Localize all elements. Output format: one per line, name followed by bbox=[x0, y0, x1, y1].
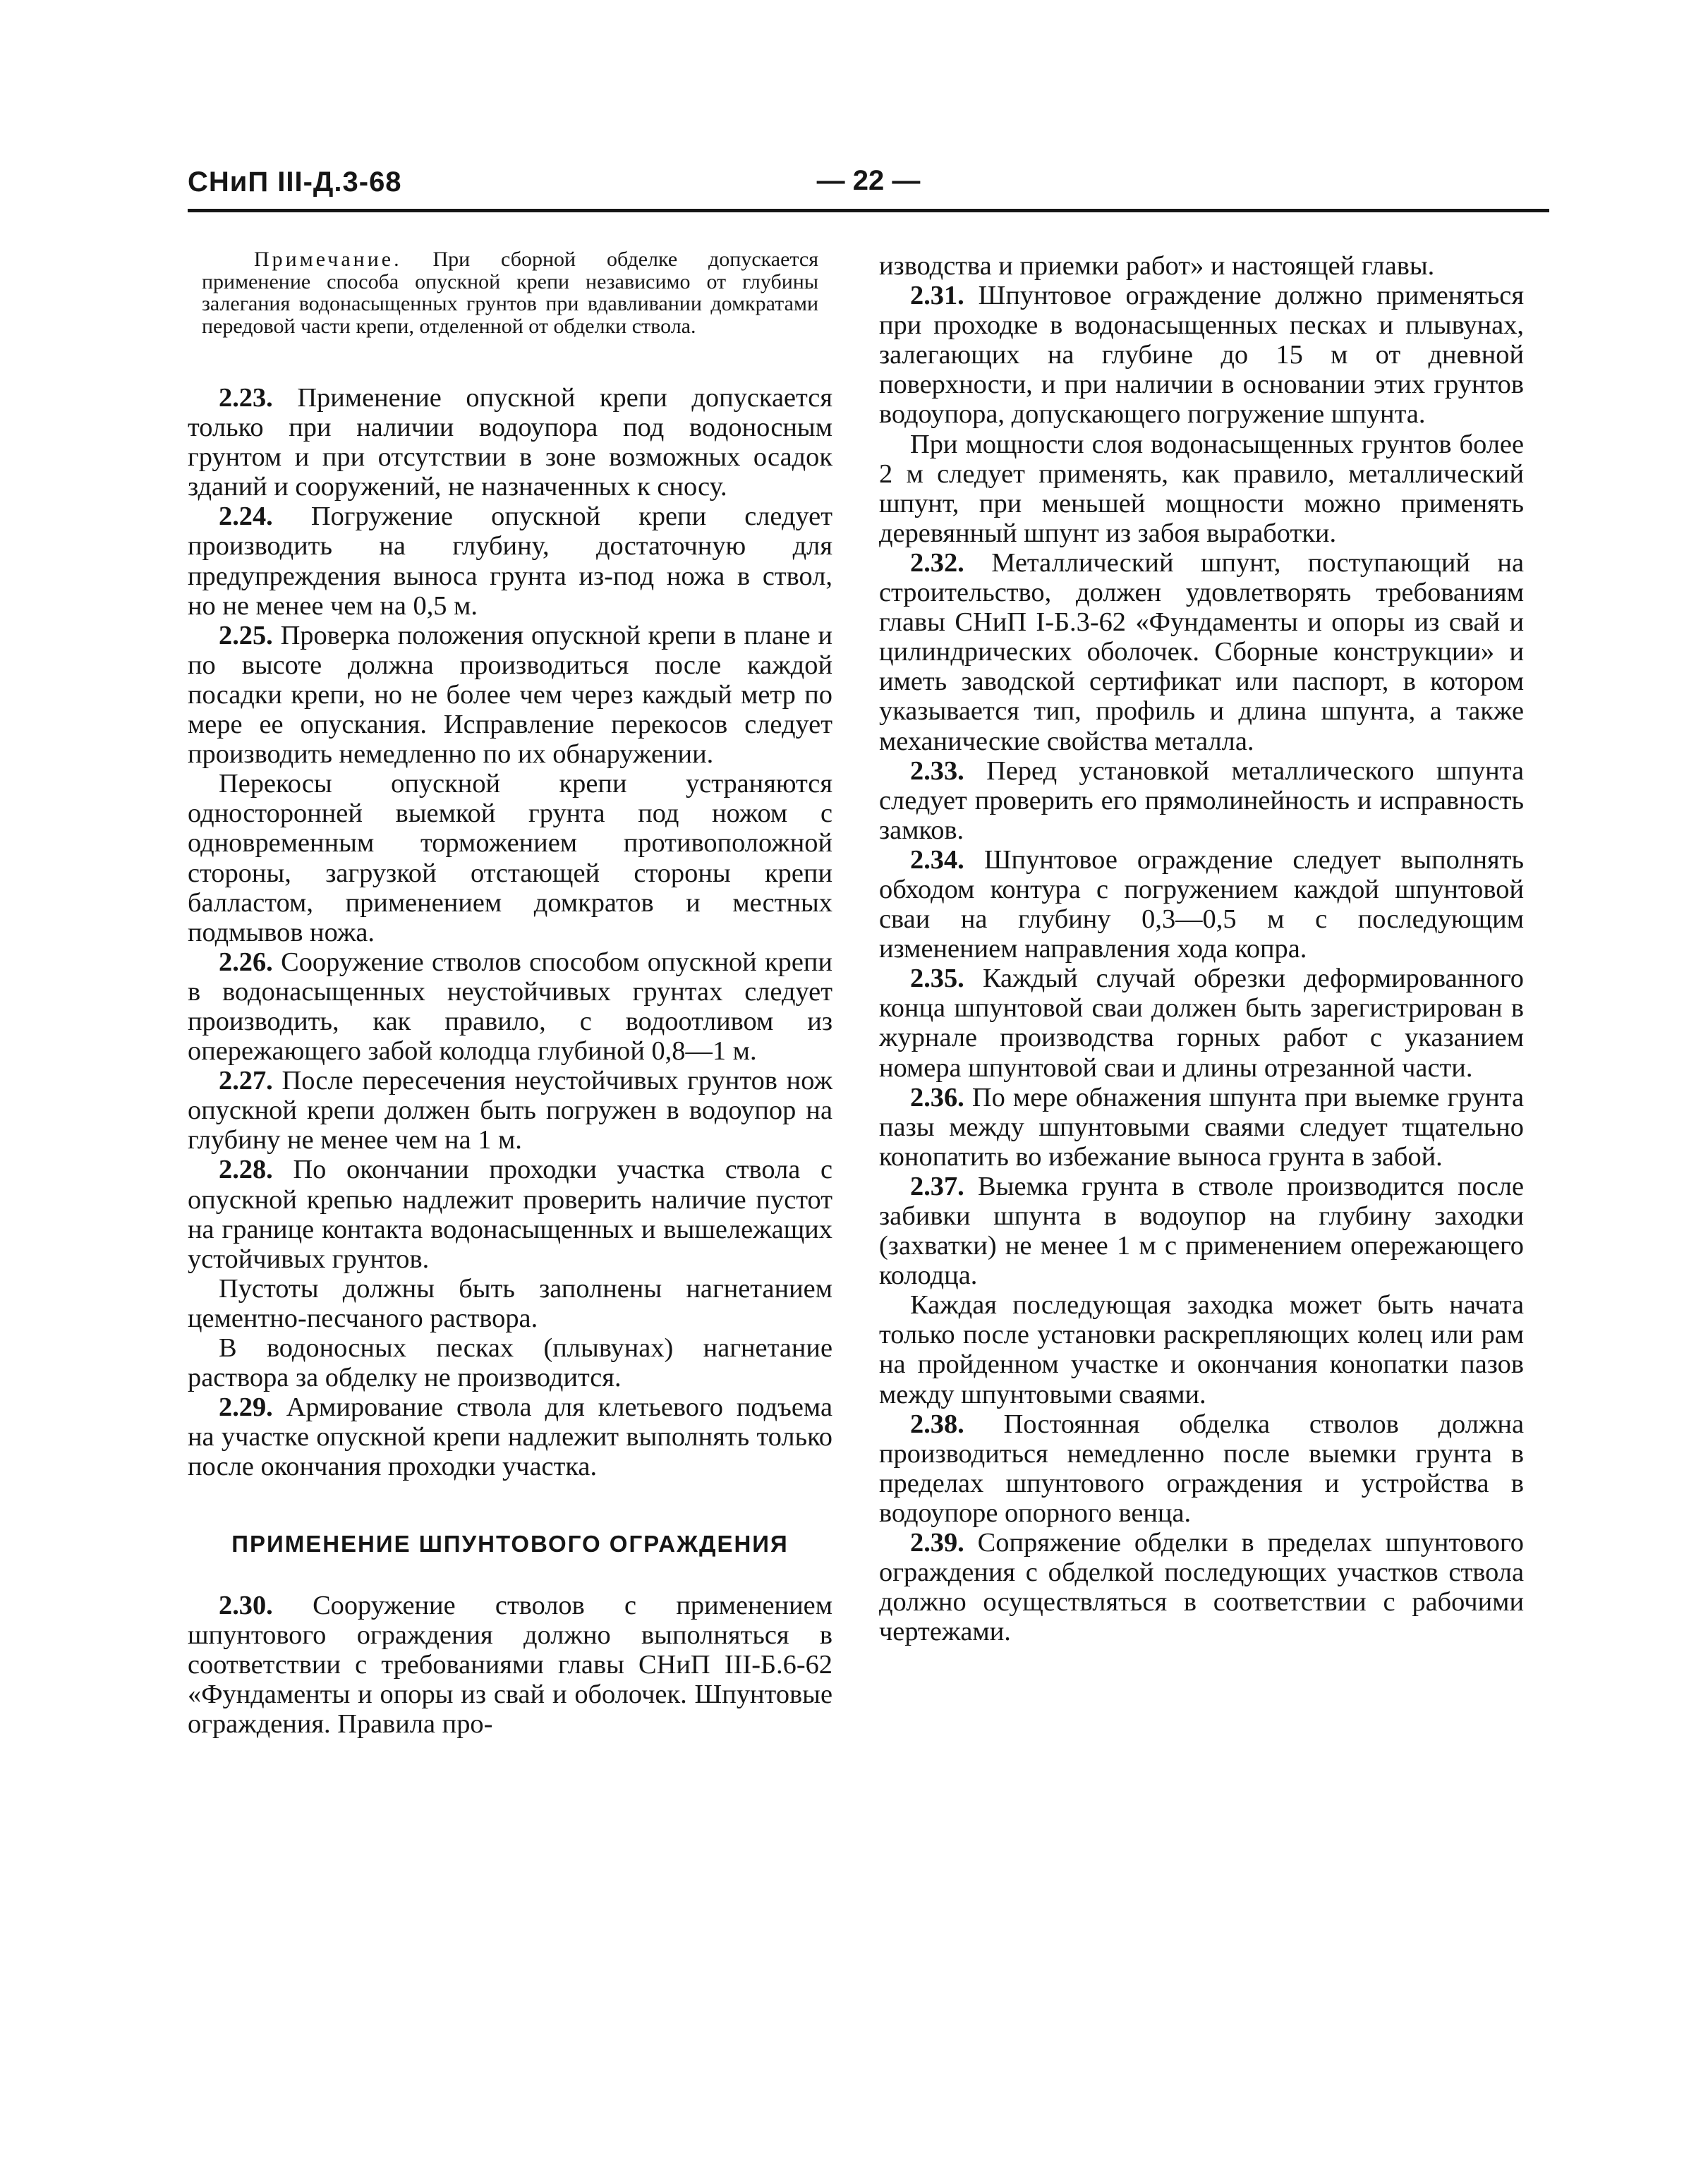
clause-text: Шпунтовое ограждение должно применяться при проходке в водонасыщенных песках и плывунах, залегающих на глубине до 15 м от дневной поверхности, и при наличии в основании этих грунтов водоупора, допускающего погружение шпунта. bbox=[879, 281, 1524, 430]
clause-number: 2.34. bbox=[910, 844, 964, 875]
clause-text: Сопряжение обделки в пределах шпунтового ограждения с обделкой последующих участков ствола должно осуществляться в соответствии с рабочими чертежами. bbox=[879, 1528, 1524, 1647]
clause-text: Проверка положения опускной крепи в плане и по высоте должна производиться после каждой посадки крепи, но не более чем через каждый метр по мере ее опускания. Исправление перекосов следует производить немедленно по их обнаружении. bbox=[188, 620, 832, 770]
paragraph-2-31-cont: При мощности слоя водонасыщенных грунтов более 2 м следует применять, как правило, металлический шпунт, при меньшей мощности можно применять деревянный шпунт из забоя выработки. bbox=[879, 429, 1524, 548]
clause-text: Сооружение стволов с применением шпунтового ограждения должно выполняться в соответствии с требованиями главы СНиП III-Б.6-62 «Фундаменты и опоры из свай и оболочек. Шпунтовые ограждения. Правила про- bbox=[188, 1590, 832, 1739]
paragraph-2-39 bbox=[879, 1528, 1524, 1646]
clause-text: Постоянная обделка стволов должна производиться немедленно после выемки грунта в пределах шпунтового ограждения и устройства в водоупоре опорного венца. bbox=[879, 1409, 1524, 1528]
paragraph-2-24 bbox=[188, 502, 832, 620]
paragraph-2-25-cont: Перекосы опускной крепи устраняются односторонней выемкой грунта под ножом с одновременным торможением противоположной стороны, загрузкой отстающей стороны крепи балластом, применением домкратов и местных подмывов ножа. bbox=[188, 769, 832, 947]
clause-number: 2.25. bbox=[219, 620, 273, 650]
clause-text: После пересечения неустойчивых грунтов нож опускной крепи должен быть погружен в водоупор на глубину не менее чем на 1 м. bbox=[188, 1066, 832, 1155]
clause-number: 2.36. bbox=[910, 1082, 964, 1112]
section-heading: ПРИМЕНЕНИЕ ШПУНТОВОГО ОГРАЖДЕНИЯ bbox=[231, 1531, 789, 1558]
clause-number: 2.31. bbox=[910, 281, 964, 311]
paragraph-2-34 bbox=[879, 845, 1524, 964]
paragraph-2-37 bbox=[879, 1172, 1524, 1290]
page-number: — 22 — bbox=[816, 165, 921, 196]
clause-number: 2.32. bbox=[910, 547, 964, 578]
clause-text: Перед установкой металлического шпунта следует проверить его прямолинейность и исправность замков. bbox=[879, 755, 1524, 845]
page-header bbox=[188, 164, 1549, 206]
clause-text: Шпунтовое ограждение следует выполнять обходом контура с погружением каждой шпунтовой сваи на глубину 0,3—0,5 м с последующим изменением направления хода копра. bbox=[879, 844, 1524, 964]
clause-number: 2.35. bbox=[910, 964, 964, 994]
clause-text: Погружение опускной крепи следует производить на глубину, достаточную для предупреждения выноса грунта из-под ножа в ствол, но не менее чем на 0,5 м. bbox=[188, 502, 832, 621]
document-code: СНиП III-Д.3-68 bbox=[188, 166, 402, 198]
clause-number: 2.33. bbox=[910, 755, 964, 786]
clause-text: По мере обнажения шпунта при выемке грунта пазы между шпунтовыми сваями следует тщательно конопатить во избежание выноса грунта в забой. bbox=[879, 1082, 1524, 1172]
paragraph-2-23 bbox=[188, 383, 832, 502]
clause-text: Армирование ствола для клетьевого подъема на участке опускной крепи надлежит выполнять только после окончания проходки участка. bbox=[188, 1392, 832, 1482]
paragraph-2-28-cont-2: В водоносных песках (плывунах) нагнетание раствора за обделку не производится. bbox=[188, 1333, 832, 1393]
clause-number: 2.39. bbox=[910, 1528, 964, 1558]
paragraph-2-28 bbox=[188, 1155, 832, 1273]
paragraph-2-28-cont-1: Пустоты должны быть заполнены нагнетанием цементно-песчаного раствора. bbox=[188, 1273, 832, 1333]
clause-number: 2.26. bbox=[219, 947, 273, 977]
clause-text: Металлический шпунт, поступающий на строительство, должен удовлетворять требованиям главы СНиП I-Б.3-62 «Фундаменты и опоры из свай и цилиндрических оболочек. Сборные конструкции» и иметь заводской сертификат или паспорт, в котором указывается тип, профиль и длина шпунта, а также механические свойства металла. bbox=[879, 547, 1524, 756]
clause-text: По окончании проходки участка ствола с опускной крепью надлежит проверить наличие пустот на границе контакта водонасыщенных и вышележащих устойчивых грунтов. bbox=[188, 1155, 832, 1274]
paragraph-2-31 bbox=[879, 281, 1524, 429]
paragraph-2-25 bbox=[188, 621, 832, 769]
paragraph-2-32 bbox=[879, 548, 1524, 756]
paragraph-2-30-end: изводства и приемки работ» и настоящей главы. bbox=[879, 251, 1435, 281]
note-text: При сборной обделке допускается применение способа опускной крепи независимо от глубины залегания водонасыщенных грунтов при вдавливании домкратами передовой части крепи, отделенной от обделки ствола. bbox=[202, 248, 818, 338]
note-lead: Примечание. bbox=[254, 248, 402, 271]
note bbox=[202, 248, 818, 337]
header-rule bbox=[188, 209, 1549, 212]
clause-number: 2.38. bbox=[910, 1409, 964, 1439]
clause-text: Применение опускной крепи допускается только при наличии водоупора под водоносным грунтом и при отсутствии в зоне возможных осадок зданий и сооружений, не назначенных к сносу. bbox=[188, 383, 832, 502]
clause-text: Каждый случай обрезки деформированного конца шпунтовой сваи должен быть зарегистрирован в журнале производства горных работ с указанием номера шпунтовой сваи и длины отрезанной части. bbox=[879, 964, 1524, 1083]
clause-text: Сооружение стволов способом опускной крепи в водонасыщенных неустойчивых грунтах следует производить, как правило, с водоотливом из опережающего забой колодца глубиной 0,8—1 м. bbox=[188, 947, 832, 1067]
paragraph-2-26 bbox=[188, 947, 832, 1066]
clause-number: 2.30. bbox=[219, 1590, 273, 1620]
clause-number: 2.37. bbox=[910, 1171, 964, 1201]
clause-number: 2.24. bbox=[219, 502, 273, 532]
clause-number: 2.28. bbox=[219, 1155, 273, 1185]
paragraph-2-29 bbox=[188, 1392, 832, 1481]
clause-number: 2.27. bbox=[219, 1066, 273, 1096]
paragraph-2-38 bbox=[879, 1409, 1524, 1528]
paragraph-2-30 bbox=[188, 1591, 832, 1739]
paragraph-2-36 bbox=[879, 1083, 1524, 1172]
clause-number: 2.29. bbox=[219, 1392, 273, 1423]
right-column bbox=[879, 251, 1524, 1646]
left-column bbox=[188, 248, 832, 1739]
paragraph-2-27 bbox=[188, 1066, 832, 1155]
clause-number: 2.23. bbox=[219, 383, 273, 413]
paragraph-2-33 bbox=[879, 756, 1524, 845]
clause-text: Выемка грунта в стволе производится после забивки шпунта в водоупор на глубину заходки (захватки) не менее 1 м с применением опережающего колодца. bbox=[879, 1171, 1524, 1291]
paragraph-2-37-cont: Каждая последующая заходка может быть начата только после установки раскрепляющих колец или рам на пройденном участке и окончания конопатки пазов между шпунтовыми сваями. bbox=[879, 1290, 1524, 1409]
paragraph-2-35 bbox=[879, 964, 1524, 1082]
